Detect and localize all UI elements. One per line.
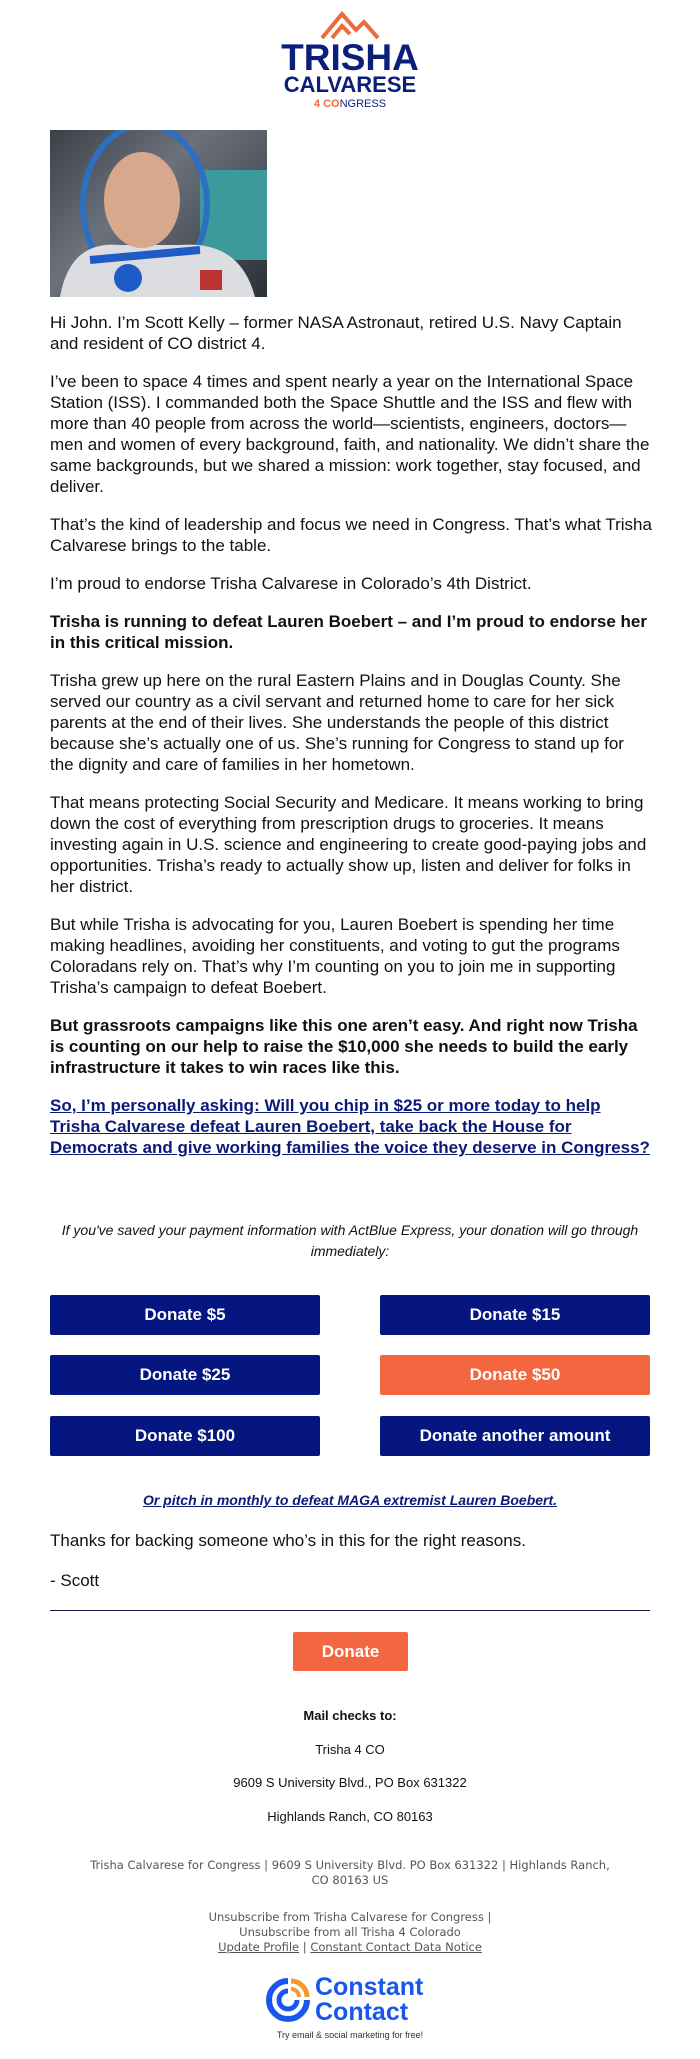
defeat-paragraph: Trisha is running to defeat Lauren Boebert – and I’m proud to endorse her in this critical mission.: [50, 612, 647, 652]
footer-address: Trisha Calvarese for Congress | 9609 S University Blvd. PO Box 631322 | Highlands Ranch, CO 80163 US: [90, 1858, 610, 1887]
constant-contact-icon: [265, 1977, 311, 2023]
donate-5-button[interactable]: Donate $5: [50, 1295, 320, 1335]
donate-50-button[interactable]: Donate $50: [380, 1355, 650, 1395]
fundraising-paragraph: But grassroots campaigns like this one aren’t easy. And right now Trisha is counting on our help to raise the $10,000 she needs to build the early infrastructure it takes to win races like this.: [50, 1016, 638, 1077]
mail-heading: Mail checks to:: [303, 1708, 397, 1723]
donate-other-button[interactable]: Donate another amount: [380, 1416, 650, 1456]
intro-paragraph: Hi John. I’m Scott Kelly – former NASA Astronaut, retired U.S. Navy Captain and resident of CO district 4.: [50, 313, 622, 353]
astronaut-illustration: [50, 130, 267, 297]
try-cc-text: Try email & social marketing for free!: [276, 2030, 424, 2040]
unsubscribe-all-link[interactable]: Unsubscribe from all Trisha 4 Colorado: [239, 1925, 461, 1939]
thanks-text: Thanks for backing someone who’s in this for the right reasons.: [50, 1531, 526, 1550]
footer-links: Unsubscribe from Trisha Calvarese for Congress | Unsubscribe from all Trisha 4 Colorado Update Profile | Constant Contact Data Notice: [208, 1910, 492, 1954]
constant-contact-logo[interactable]: [265, 1975, 440, 2025]
mail-city: Highlands Ranch, CO 80163: [267, 1809, 433, 1824]
boebert-paragraph: But while Trisha is advocating for you, Lauren Boebert is spending her time making headlines, avoiding her constituents, and voting to gut the programs Coloradans rely on. That’s why I’m counting on you to join me in supporting Trisha’s campaign to defeat Boebert.: [50, 915, 620, 997]
signature: - Scott: [50, 1571, 100, 1590]
monthly-container: [50, 1492, 650, 1508]
ask-link[interactable]: So, I’m personally asking: Will you chip in $25 or more today to help Trisha Calvarese defeat Lauren Boebert, take back the House for Democrats and give working families the voice they deserve in Congress?: [50, 1096, 650, 1157]
divider: [50, 1610, 650, 1611]
endorse-paragraph: I’m proud to endorse Trisha Calvarese in Colorado’s 4th District.: [50, 574, 532, 593]
actblue-note: If you've saved your payment information with ActBlue Express, your donation will go through immediately:: [61, 1222, 639, 1259]
astronaut-photo: [50, 130, 267, 297]
donate-15-button[interactable]: Donate $15: [380, 1295, 650, 1335]
logo-calvarese: CALVARESE: [283, 72, 417, 97]
donate-100-button[interactable]: Donate $100: [50, 1416, 320, 1456]
unsubscribe-link[interactable]: Unsubscribe from Trisha Calvarese for Congress: [208, 1910, 484, 1924]
issues-paragraph: That means protecting Social Security and Medicare. It means working to bring down the cost of everything from prescription drugs to groceries. It means investing again in U.S. science and engineering to create good-paying jobs and opportunities. Trisha’s ready to actually show up, listen and deliver for folks in her district.: [50, 793, 647, 896]
mail-name: Trisha 4 CO: [315, 1742, 385, 1757]
leadership-paragraph: That’s the kind of leadership and focus we need in Congress. That’s what Trisha Calvarese brings to the table.: [50, 515, 652, 555]
donate-25-button[interactable]: Donate $25: [50, 1355, 320, 1395]
cc-name-1: Constant: [315, 1973, 424, 2001]
space-paragraph: I’ve been to space 4 times and spent nearly a year on the International Space Station (ISS). I commanded both the Space Shuttle and the ISS and flew with more than 40 people from across the world—scientists, engineers, doctors—men and women of every background, faith, and nationality. We didn’t share the same backgrounds, but we shared a mission: work together, stay focused, and deliver.: [50, 372, 650, 496]
monthly-link[interactable]: Or pitch in monthly to defeat MAGA extremist Lauren Boebert.: [142, 1492, 558, 1508]
update-profile-link[interactable]: Update Profile: [218, 1940, 300, 1954]
cc-name-2: Contact: [315, 1998, 409, 2026]
mail-street: 9609 S University Blvd., PO Box 631322: [233, 1775, 467, 1790]
email-body: [50, 312, 652, 1175]
background-paragraph: Trisha grew up here on the rural Eastern Plains and in Douglas County. She served our country as a civil servant and returned home to care for her sick parents at the end of their lives. She understands the people of this district because she’s actually one of us. She’s running for Congress to stand up for the dignity and care of families in her hometown.: [50, 671, 624, 774]
donate-button[interactable]: Donate: [293, 1632, 408, 1671]
campaign-logo: [270, 8, 430, 108]
mountain-icon: [320, 10, 380, 40]
logo-congress: 4 CONGRESS: [313, 98, 387, 110]
logo-trisha: TRISHA: [281, 37, 419, 78]
data-notice-link[interactable]: Constant Contact Data Notice: [310, 1940, 482, 1954]
